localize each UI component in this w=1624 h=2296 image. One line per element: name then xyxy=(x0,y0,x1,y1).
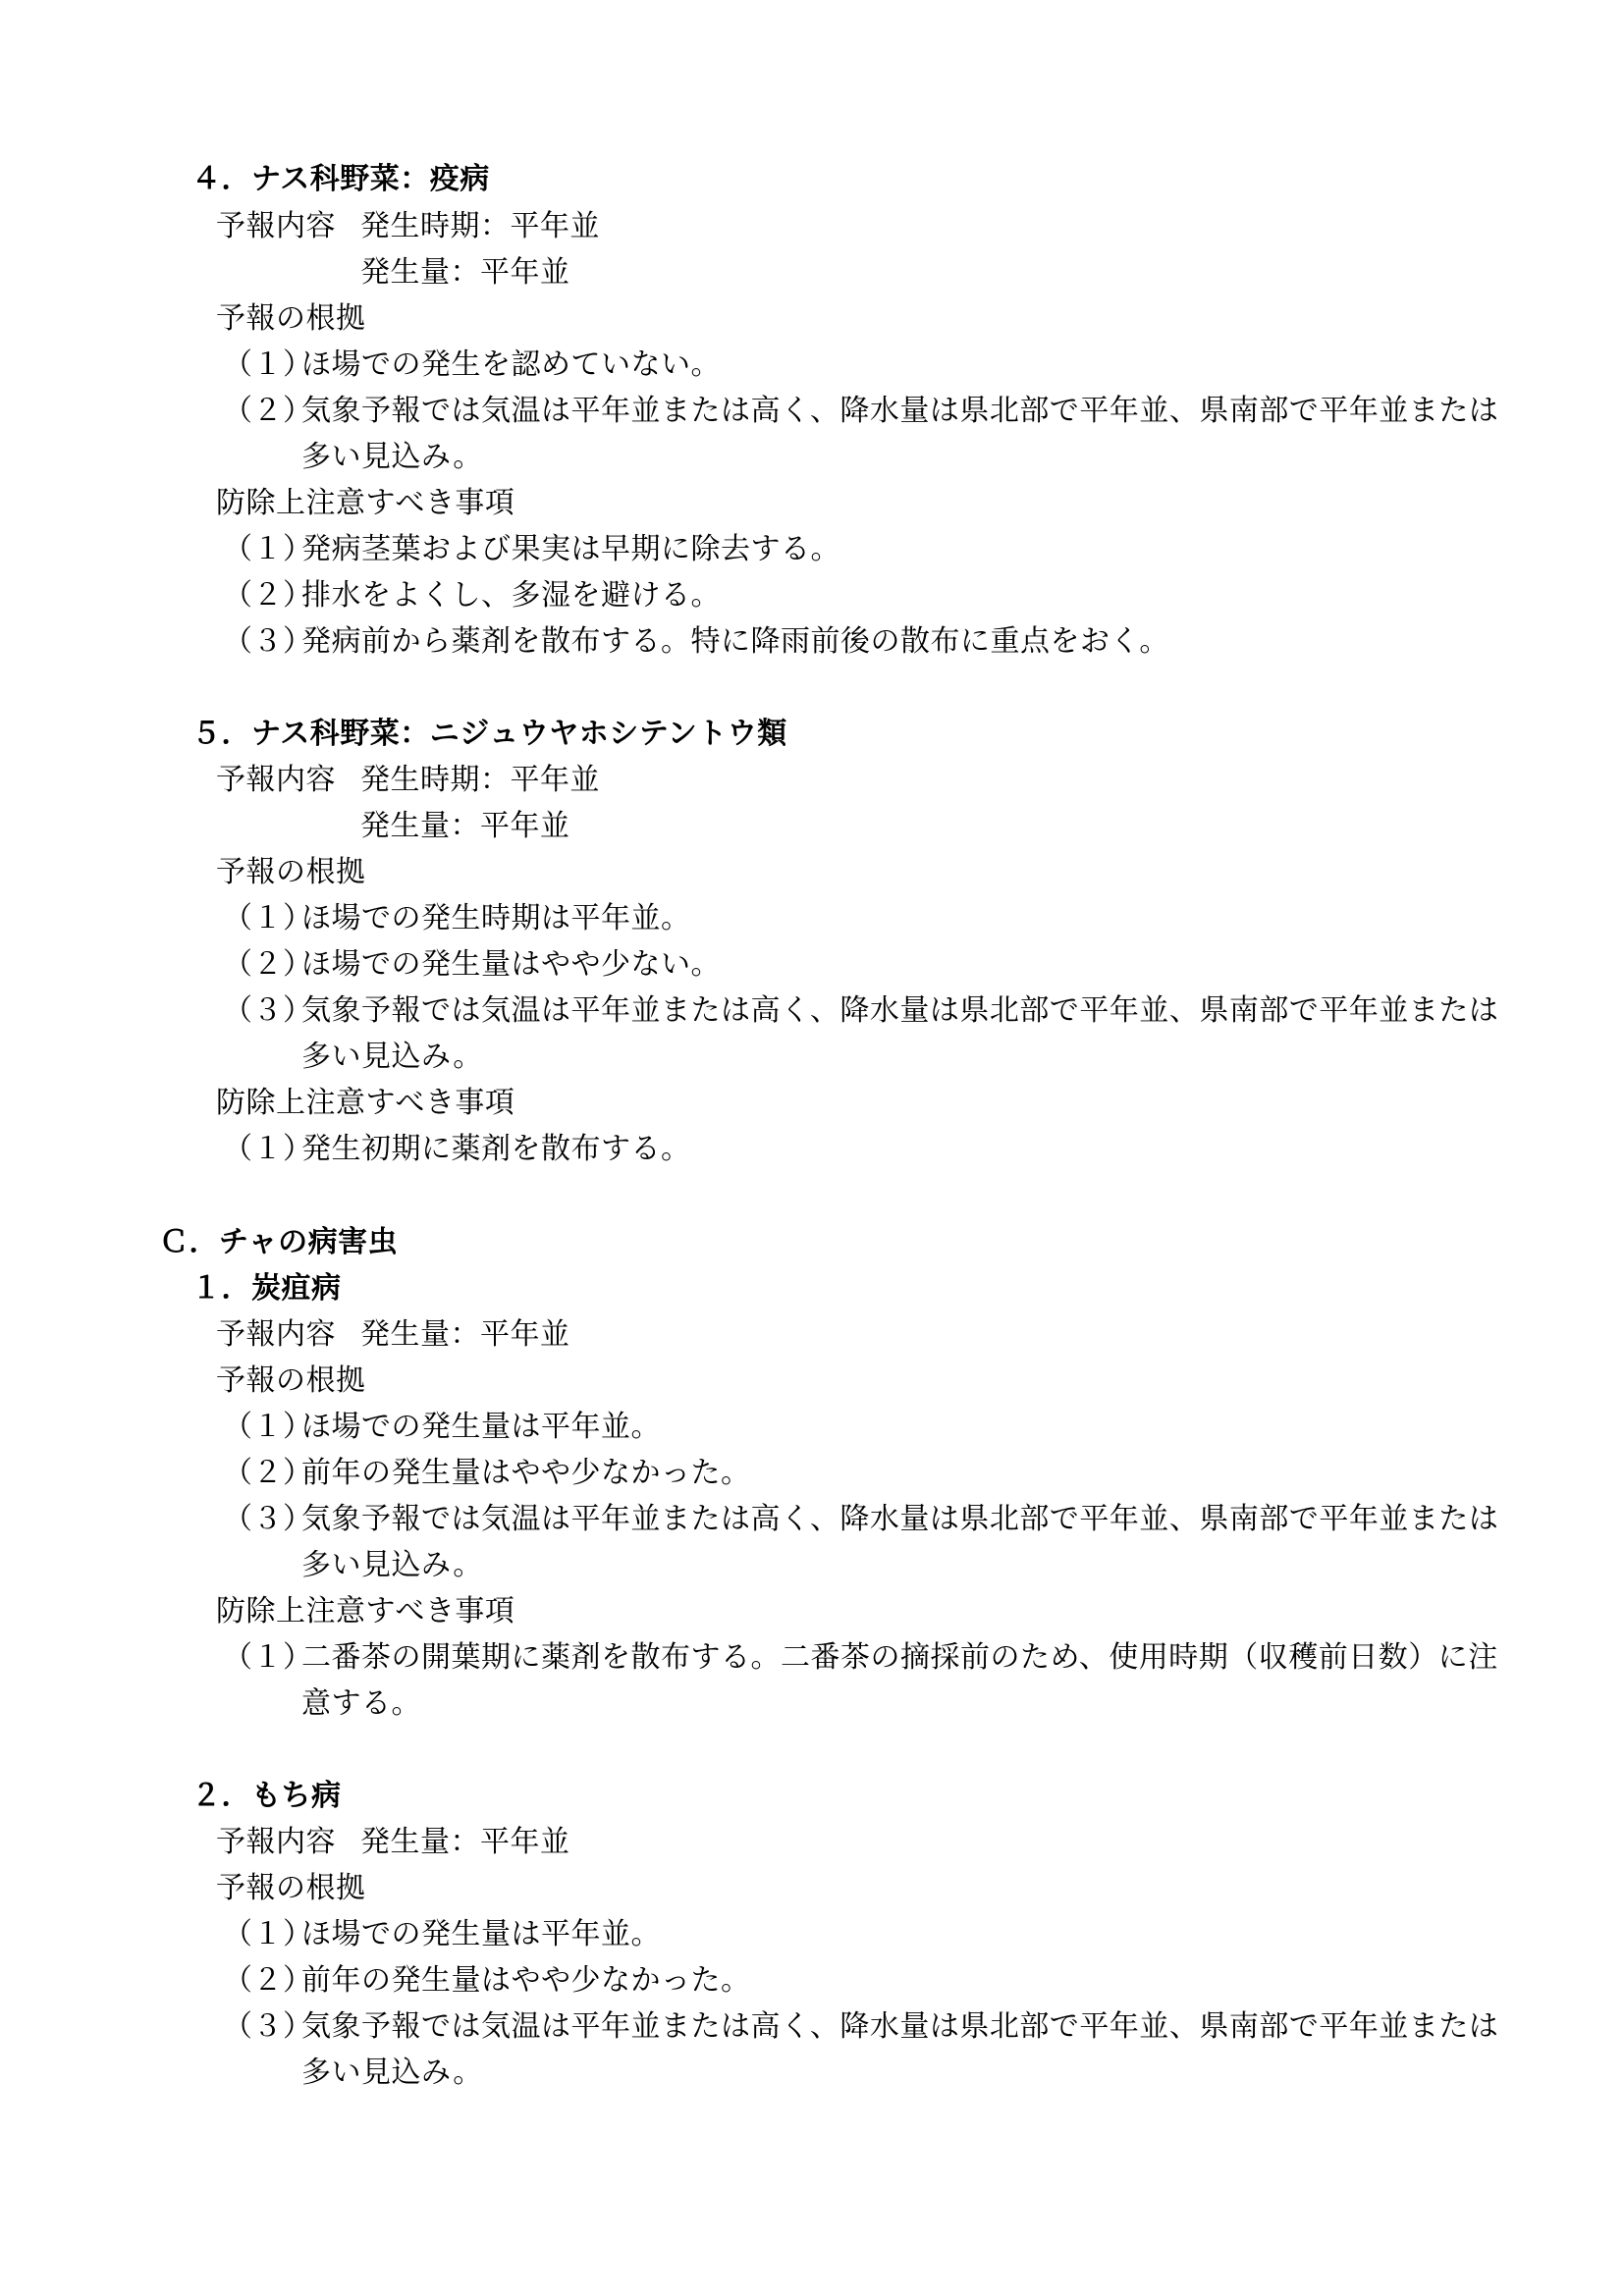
item-text: ほ場での発生を認めていない。 xyxy=(301,347,721,382)
item-number: （２） xyxy=(223,394,313,428)
item-text: 気象予報では気温は平年並または高く、降水量は県北部で平年並、県南部で平年並または xyxy=(301,394,1499,428)
item-number: （１） xyxy=(223,1917,313,1951)
section-heading: ２．もち病 xyxy=(191,1779,342,1813)
forecast-line: 発生量：平年並 xyxy=(360,255,570,290)
forecast-line: 発生量：平年並 xyxy=(360,809,570,843)
item-number: （３） xyxy=(223,2009,313,2044)
item-continuation: 多い見込み。 xyxy=(301,1548,483,1582)
item-number: （２） xyxy=(223,1456,313,1490)
item-number: （３） xyxy=(223,1502,313,1536)
item-continuation: 多い見込み。 xyxy=(301,440,483,474)
item-number: （２） xyxy=(223,578,313,613)
item-continuation: 意する。 xyxy=(301,1686,421,1721)
section-heading: ４．ナス科野菜：疫病 xyxy=(191,162,490,196)
basis-label: 予報の根拠 xyxy=(216,1363,366,1398)
item-text: 気象予報では気温は平年並または高く、降水量は県北部で平年並、県南部で平年並または xyxy=(301,1502,1499,1536)
forecast-label: 予報内容 xyxy=(216,209,336,243)
forecast-line: 発生量：平年並 xyxy=(360,1317,570,1352)
item-number: （２） xyxy=(223,1963,313,1998)
item-text: 発病前から薬剤を散布する。特に降雨前後の散布に重点をおく。 xyxy=(301,624,1169,659)
item-number: （１） xyxy=(223,1410,313,1444)
control-label: 防除上注意すべき事項 xyxy=(216,1594,515,1629)
item-number: （１） xyxy=(223,347,313,382)
item-text: ほ場での発生時期は平年並。 xyxy=(301,901,691,935)
item-number: （２） xyxy=(223,947,313,982)
item-text: ほ場での発生量は平年並。 xyxy=(301,1410,661,1444)
item-text: 発病茎葉および果実は早期に除去する。 xyxy=(301,532,840,566)
item-text: ほ場での発生量はやや少ない。 xyxy=(301,947,721,982)
item-text: 前年の発生量はやや少なかった。 xyxy=(301,1456,751,1490)
item-text: 排水をよくし、多湿を避ける。 xyxy=(301,578,721,613)
basis-label: 予報の根拠 xyxy=(216,1871,366,1905)
item-number: （１） xyxy=(223,1640,313,1675)
section-heading: ５．ナス科野菜：ニジュウヤホシテントウ類 xyxy=(191,717,787,751)
item-continuation: 多い見込み。 xyxy=(301,2056,483,2090)
item-text: 発生初期に薬剤を散布する。 xyxy=(301,1132,691,1166)
item-text: 気象予報では気温は平年並または高く、降水量は県北部で平年並、県南部で平年並または xyxy=(301,2009,1499,2044)
forecast-line: 発生時期：平年並 xyxy=(360,209,600,243)
forecast-line: 発生時期：平年並 xyxy=(360,763,600,797)
control-label: 防除上注意すべき事項 xyxy=(216,1086,515,1120)
item-number: （３） xyxy=(223,624,313,659)
item-continuation: 多い見込み。 xyxy=(301,1040,483,1074)
item-text: ほ場での発生量は平年並。 xyxy=(301,1917,661,1951)
item-number: （３） xyxy=(223,993,313,1028)
control-label: 防除上注意すべき事項 xyxy=(216,486,515,520)
item-number: （１） xyxy=(223,901,313,935)
item-text: 前年の発生量はやや少なかった。 xyxy=(301,1963,751,1998)
forecast-label: 予報内容 xyxy=(216,1825,336,1859)
item-text: 二番茶の開葉期に薬剤を散布する。二番茶の摘採前のため、使用時期（収穫前日数）に注 xyxy=(301,1640,1498,1675)
item-number: （１） xyxy=(223,1132,313,1166)
item-text: 気象予報では気温は平年並または高く、降水量は県北部で平年並、県南部で平年並または xyxy=(301,993,1499,1028)
forecast-line: 発生量：平年並 xyxy=(360,1825,570,1859)
section-heading: １．炭疽病 xyxy=(191,1271,342,1306)
item-number: （１） xyxy=(223,532,313,566)
basis-label: 予報の根拠 xyxy=(216,301,366,336)
forecast-label: 予報内容 xyxy=(216,763,336,797)
forecast-label: 予報内容 xyxy=(216,1317,336,1352)
basis-label: 予報の根拠 xyxy=(216,855,366,889)
part-heading: Ｃ．チャの病害虫 xyxy=(159,1225,399,1259)
